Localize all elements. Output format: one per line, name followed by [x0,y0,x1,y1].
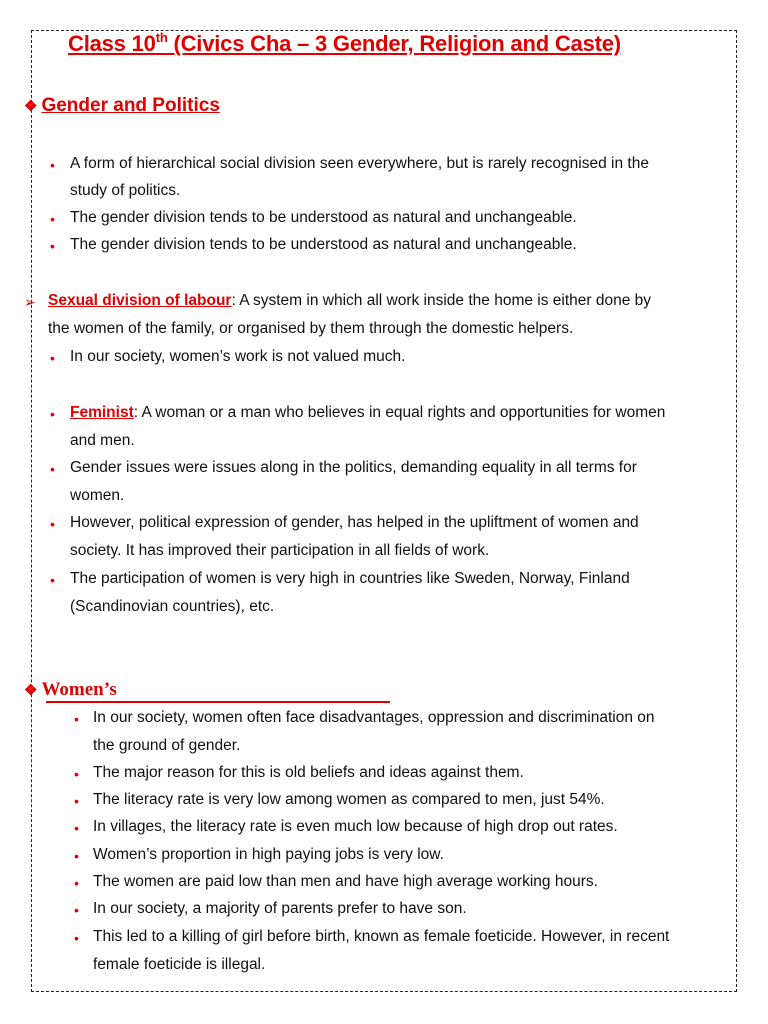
list-item-line: In our society, a majority of parents prefer to have son. [93,900,467,917]
list-item-line: The gender division tends to be understood as natural and unchangeable. [70,209,577,226]
list-item-line: This led to a killing of girl before birth, known as female foeticide. However, in recent [93,928,670,945]
bullet-icon: • [50,238,55,254]
diamond-bullet-icon: ❖ [24,98,38,115]
list-item-line: However, political expression of gender, has helped in the upliftment of women and [70,514,639,531]
list-item-line: The women are paid low than men and have high average working hours. [93,873,598,890]
heading-underline [46,701,390,703]
bullet-icon: • [50,516,55,532]
bullet-icon: • [50,211,55,227]
list-item-line: female foeticide is illegal. [93,956,266,973]
list-item-line: study of politics. [70,182,181,199]
list-item-line: In our society, women’s work is not valued much. [70,348,406,365]
definition-line: Sexual division of labour: A system in which all work inside the home is either done by [48,292,652,309]
list-item-line: In villages, the literacy rate is even much low because of high drop out rates. [93,818,618,835]
term-sexual-division: Sexual division of labour [48,292,232,309]
bullet-icon: • [74,766,79,782]
definition-line: and men. [70,432,135,449]
list-item-line: Gender issues were issues along in the politics, demanding equality in all terms for [70,459,637,476]
list-item-line: women. [70,487,125,504]
list-item-line: The literacy rate is very low among women as compared to men, just 54%. [93,791,605,808]
bullet-icon: • [74,902,79,918]
list-item-line: A form of hierarchical social division seen everywhere, but is rarely recognised in the [70,155,649,172]
list-item-line: The major reason for this is old beliefs and ideas against them. [93,764,524,781]
bullet-icon: • [50,461,55,477]
list-item-line: The gender division tends to be understood as natural and unchangeable. [70,236,577,253]
definition-line: Feminist: A woman or a man who believes in equal rights and opportunities for women [70,404,666,421]
bullet-icon: • [74,930,79,946]
list-item-line: the ground of gender. [93,737,241,754]
list-item-line: The participation of women is very high in countries like Sweden, Norway, Finland [70,570,630,587]
list-item-line: society. It has improved their participation in all fields of work. [70,542,490,559]
list-item-line: Women’s proportion in high paying jobs is very low. [93,846,444,863]
bullet-icon: • [74,820,79,836]
bullet-icon: • [74,848,79,864]
bullet-icon: • [50,350,55,366]
diamond-bullet-icon: ❖ [24,683,38,699]
list-item-line: In our society, women often face disadvantages, oppression and discrimination on [93,709,655,726]
definition-line: the women of the family, or organised by them through the domestic helpers. [48,320,574,337]
bullet-icon: • [50,157,55,173]
arrow-bullet-icon: ➢ [24,294,36,310]
bullet-icon: • [74,875,79,891]
bullet-icon: • [50,406,55,422]
list-item-line: (Scandinovian countries), etc. [70,598,275,615]
bullet-icon: • [74,711,79,727]
heading-womens: ❖ Women’s [24,679,117,700]
heading-gender-and-politics: ❖ Gender and Politics [24,95,220,116]
bullet-icon: • [50,572,55,588]
term-feminist: Feminist [70,404,134,421]
page-title: Class 10th (Civics Cha – 3 Gender, Religion and Caste) [68,30,621,56]
bullet-icon: • [74,793,79,809]
